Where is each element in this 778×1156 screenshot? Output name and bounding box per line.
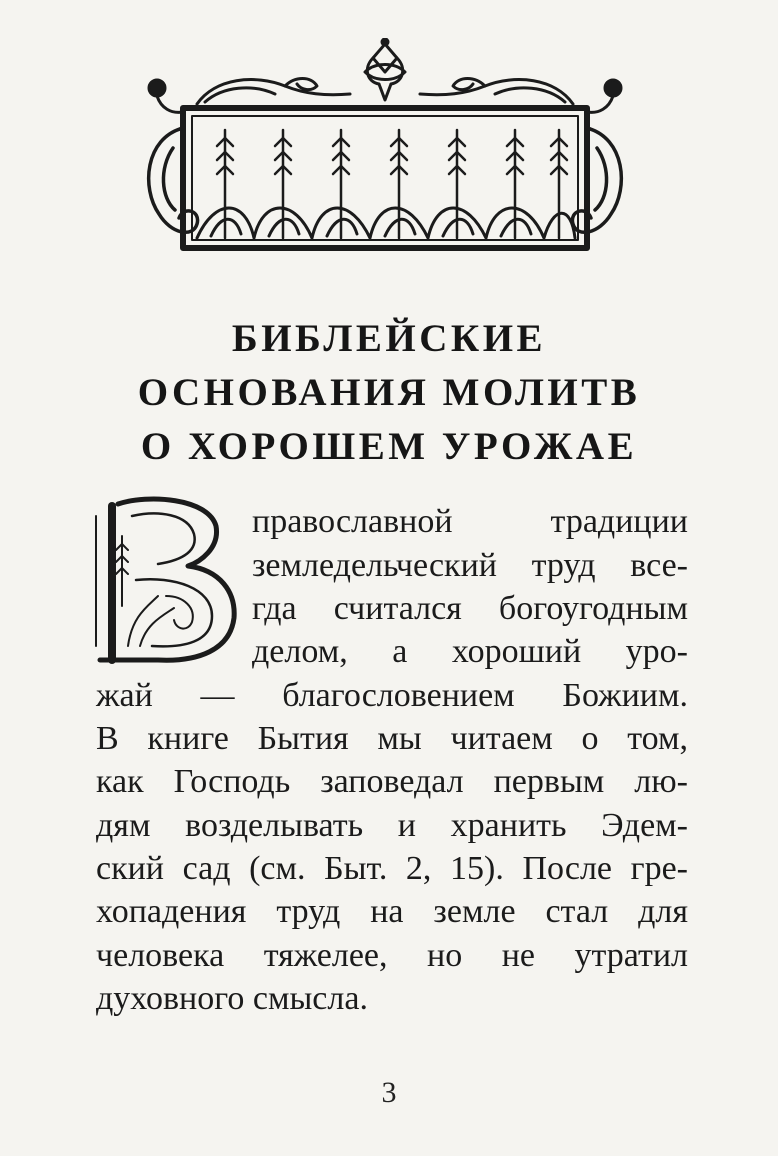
page-number: 3	[381, 1076, 397, 1109]
body-line: православной традиции	[252, 503, 688, 540]
title-line: БИБЛЕЙСКИЕ	[231, 317, 547, 360]
body-line: дям возделывать и хранить Эдем-	[96, 807, 688, 844]
body-line: В книге Бытия мы читаем о том,	[96, 720, 688, 757]
body-line: делом, а хороший уро-	[252, 633, 688, 670]
body-line: земледельческий труд все-	[252, 547, 688, 584]
drop-cap-ornament	[88, 496, 240, 666]
body-line: хопадения труд на земле стал для	[96, 893, 688, 930]
title-line: ОСНОВАНИЯ МОЛИТВ	[137, 371, 641, 414]
chapter-title	[60, 312, 718, 474]
body-line: ский сад (см. Быт. 2, 15). После гре-	[96, 850, 688, 887]
body-line: духовного смысла.	[96, 980, 368, 1017]
body-line: человека тяжелее, но не утратил	[96, 937, 688, 974]
body-line: гда считался богоугодным	[252, 590, 688, 627]
title-line: О ХОРОШЕМ УРОЖАЕ	[140, 425, 638, 468]
body-line: как Господь заповедал первым лю-	[96, 763, 688, 800]
wheat-ornament-headpiece	[135, 38, 635, 263]
body-line: жай — благословением Божиим.	[96, 677, 688, 714]
